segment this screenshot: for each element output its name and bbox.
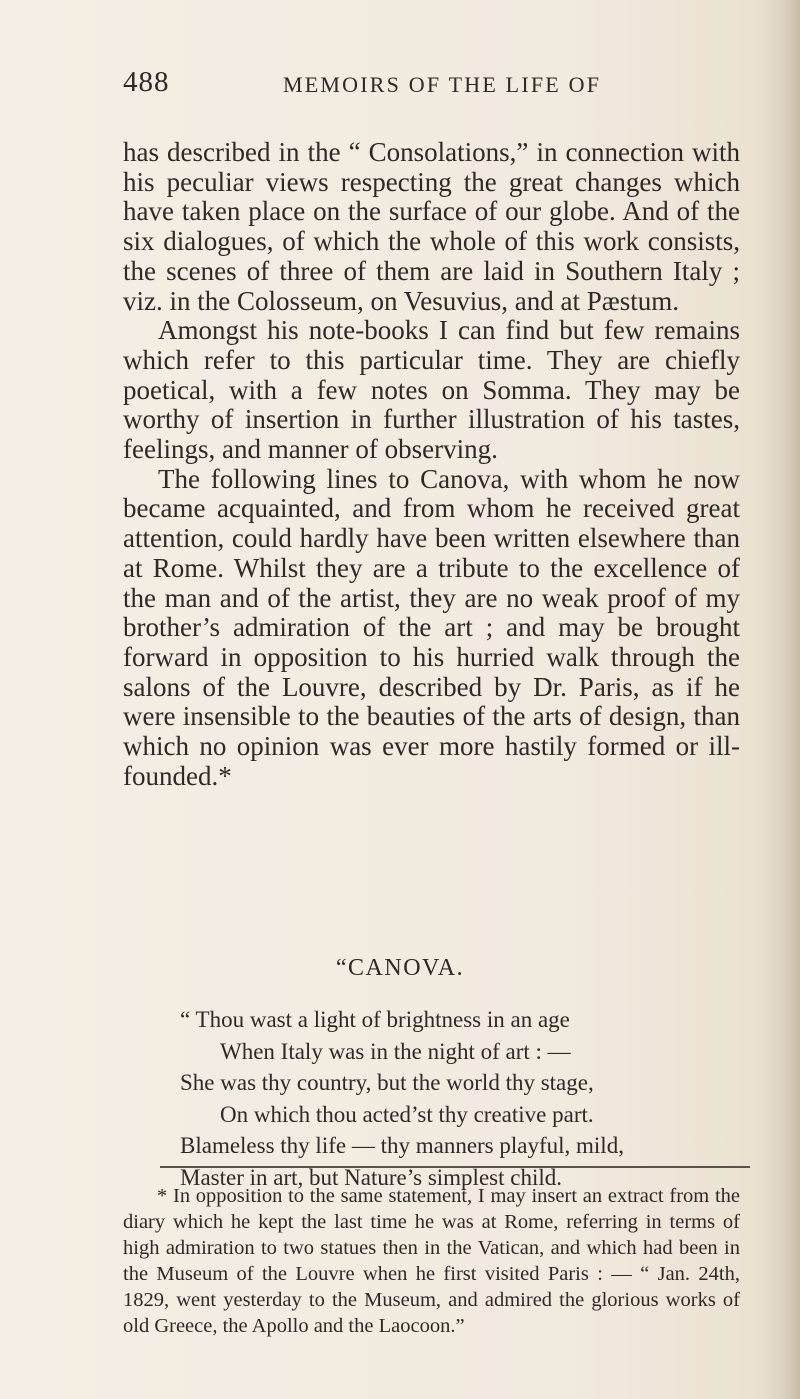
poem-line: On which thou acted’st thy creative part. xyxy=(220,1101,594,1127)
poem-line: Blameless thy life — thy manners playful, mild, xyxy=(180,1133,624,1158)
poem-line: Master in art, but Nature’s simplest child. xyxy=(180,1164,562,1190)
poem-line: “ Thou wast a light of brightness in an age xyxy=(180,1007,570,1032)
poem-line: When Italy was in the night of art : — xyxy=(220,1038,571,1064)
footnote-divider xyxy=(160,1166,750,1168)
paragraph-2: Amongst his note-books I can find but few remains which refer to this particular time. They are chiefly poetical, with a few notes on Somma. They may be worthy of insertion in further illustration of his tastes, feelings, and manner of observing. xyxy=(123,315,740,465)
running-head: MEMOIRS OF THE LIFE OF xyxy=(283,72,602,97)
poem xyxy=(180,1004,740,1193)
poem-title: “CANOVA. xyxy=(335,955,465,981)
main-text xyxy=(123,138,740,791)
page-number: 488 xyxy=(123,66,170,98)
page-edge-shadow xyxy=(760,0,800,1399)
footnote: * In opposition to the same statement, I may insert an extract from the diary which he kept the last time he was at Rome, referring in terms of high admiration to two statues then in the Vatican, and which had been in the Museum of the Louvre when he first visited Paris : — “ Jan. 24th, 1829, went yesterday to the Museum, and admired the glorious works of old Greece, the Apollo and the Laocoon.” xyxy=(123,1185,740,1337)
page-header xyxy=(123,66,683,106)
paragraph-1: has described in the “ Consolations,” in connection with his peculiar views respecting the great changes which have taken place on the surface of our globe. And of the six dialogues, of which the whole of this work consists, the scenes of three of them are laid in Southern Italy ; viz. in the Colosseum, on Vesuvius, and at Pæstum. xyxy=(123,137,740,316)
paragraph-3: The following lines to Canova, with whom he now became acquainted, and from whom he received great attention, could hardly have been written elsewhere than at Rome. Whilst they are a tribute to the excellence of the man and of the artist, they are no weak proof of my brother’s admiration of the art ; and may be brought forward in opposition to his hurried walk through the salons of the Louvre, described by Dr. Paris, as if he were insensible to the beauties of the arts of design, than which no opinion was ever more hastily formed or ill-founded.* xyxy=(123,463,740,791)
poem-line: She was thy country, but the world thy stage, xyxy=(180,1070,594,1095)
